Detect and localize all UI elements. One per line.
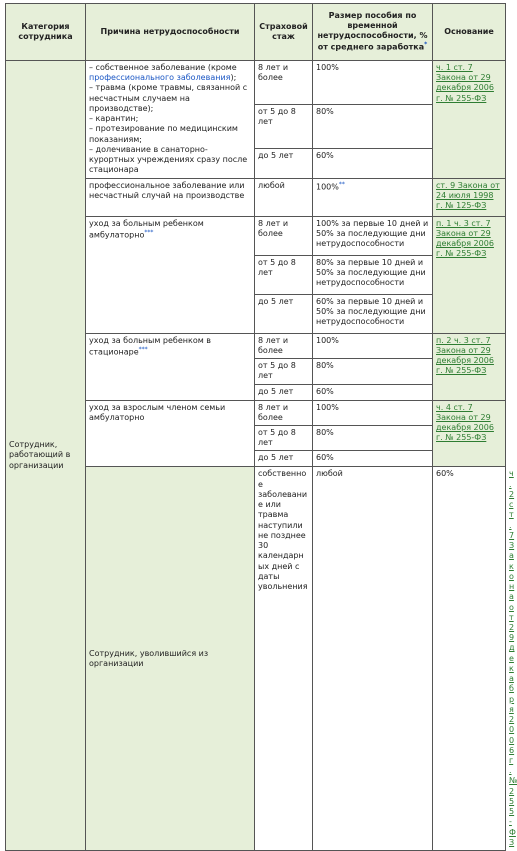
law-link[interactable]: ч. 4 ст. 7 Закона от 29 декабря 2006 г. № 255-ФЗ <box>436 402 494 443</box>
law-link[interactable]: п. 2 ч. 3 ст. 7 Закона от 29 декабря 2006 г. № 255-ФЗ <box>436 335 494 376</box>
stazh-cell: 8 лет и более <box>255 400 313 425</box>
amount-cell: 80% <box>313 359 433 384</box>
amount-note[interactable]: ** <box>338 180 345 188</box>
header-reason: Причина нетрудоспособности <box>86 4 255 61</box>
table-row <box>6 61 506 105</box>
amount-cell: 100% <box>313 61 433 105</box>
header-row <box>6 4 506 61</box>
reason-l3: – карантин; <box>89 114 139 124</box>
amount-cell: 80% <box>313 105 433 149</box>
stazh-cell: 8 лет и более <box>255 333 313 358</box>
reason-prof: профессиональное заболевание или несчастный случай на производстве <box>86 178 255 216</box>
amount-cell: 60% <box>433 467 506 851</box>
reason-text: уход за больным ребенком в стационаре <box>89 335 212 357</box>
amount-cell: 60% за первые 10 дней и 50% за последующие дни нетрудоспособности <box>313 294 433 333</box>
reason-l4: – протезирование по медицинским показаниям; <box>89 124 238 144</box>
amount-cell: 80% <box>313 425 433 450</box>
basis-cell <box>433 333 506 400</box>
amount-cell: 60% <box>313 451 433 467</box>
header-category: Категория сотрудника <box>6 4 86 61</box>
prof-disease-link[interactable]: профессионального заболевания <box>89 73 231 83</box>
basis-cell <box>433 216 506 333</box>
header-amount-text: Размер пособия по временной нетрудоспособности, % от среднего заработка <box>317 10 428 53</box>
amount-cell: 100% за первые 10 дней и 50% за последующие дни нетрудоспособности <box>313 216 433 255</box>
amount-cell: 60% <box>313 149 433 178</box>
header-amount-note[interactable]: * <box>424 41 428 49</box>
law-link[interactable]: п. 1 ч. 3 ст. 7 Закона от 29 декабря 2006 г. № 255-ФЗ <box>436 218 494 259</box>
reason-child-hospital <box>86 333 255 400</box>
stazh-cell: до 5 лет <box>255 149 313 178</box>
stazh-cell: до 5 лет <box>255 384 313 400</box>
reason-l1: – собственное заболевание (кроме <box>89 63 237 72</box>
stazh-cell: до 5 лет <box>255 451 313 467</box>
reason-after-dismissal: собственное заболевание или травма наступили не позднее 30 календарных дней с даты увольнения <box>255 467 313 851</box>
reason-note[interactable]: *** <box>144 228 154 236</box>
stazh-cell: 8 лет и более <box>255 216 313 255</box>
law-link[interactable]: ч. 2 ст. 7 Закона от 29 декабря 2006 г. № 255-ФЗ <box>509 469 517 847</box>
category-dismissed: Сотрудник, уволившийся из организации <box>86 467 255 851</box>
header-amount <box>313 4 433 61</box>
reason-adult-family: уход за взрослым членом семьи амбулаторно <box>86 400 255 467</box>
stazh-cell: от 5 до 8 лет <box>255 359 313 384</box>
stazh-cell: любой <box>313 467 433 851</box>
law-link[interactable]: ч. 1 ст. 7 Закона от 29 декабря 2006 г. № 255-ФЗ <box>436 63 494 103</box>
benefits-table <box>5 3 517 851</box>
reason-l2: – травма (кроме травмы, связанной с несчастным случаем на производстве); <box>89 83 248 113</box>
reason-l1-end: ); <box>230 73 237 83</box>
reason-text: уход за больным ребенком амбулаторно <box>89 218 204 240</box>
amount-text: 100% <box>316 182 339 192</box>
category-working: Сотрудник, работающий в организации <box>6 61 86 851</box>
stazh-cell: любой <box>255 178 313 216</box>
header-basis: Основание <box>433 4 506 61</box>
reason-child-outpatient <box>86 216 255 333</box>
reason-note[interactable]: *** <box>138 345 148 353</box>
basis-cell <box>433 400 506 467</box>
stazh-cell: до 5 лет <box>255 294 313 333</box>
basis-cell <box>433 178 506 216</box>
amount-cell: 60% <box>313 384 433 400</box>
amount-cell <box>313 178 433 216</box>
reason-own-illness <box>86 61 255 179</box>
stazh-cell: 8 лет и более <box>255 61 313 105</box>
reason-l5: – долечивание в санаторно-курортных учреждениях сразу после стационара <box>89 144 248 175</box>
stazh-cell: от 5 до 8 лет <box>255 425 313 450</box>
header-stazh: Страховой стаж <box>255 4 313 61</box>
amount-cell: 80% за первые 10 дней и 50% за последующие дни нетрудоспособности <box>313 255 433 294</box>
amount-cell: 100% <box>313 400 433 425</box>
law-link[interactable]: ст. 9 Закона от 24 июля 1998 г. № 125-ФЗ <box>436 180 500 211</box>
amount-cell: 100% <box>313 333 433 358</box>
stazh-cell: от 5 до 8 лет <box>255 255 313 294</box>
stazh-cell: от 5 до 8 лет <box>255 105 313 149</box>
basis-cell <box>433 61 506 179</box>
